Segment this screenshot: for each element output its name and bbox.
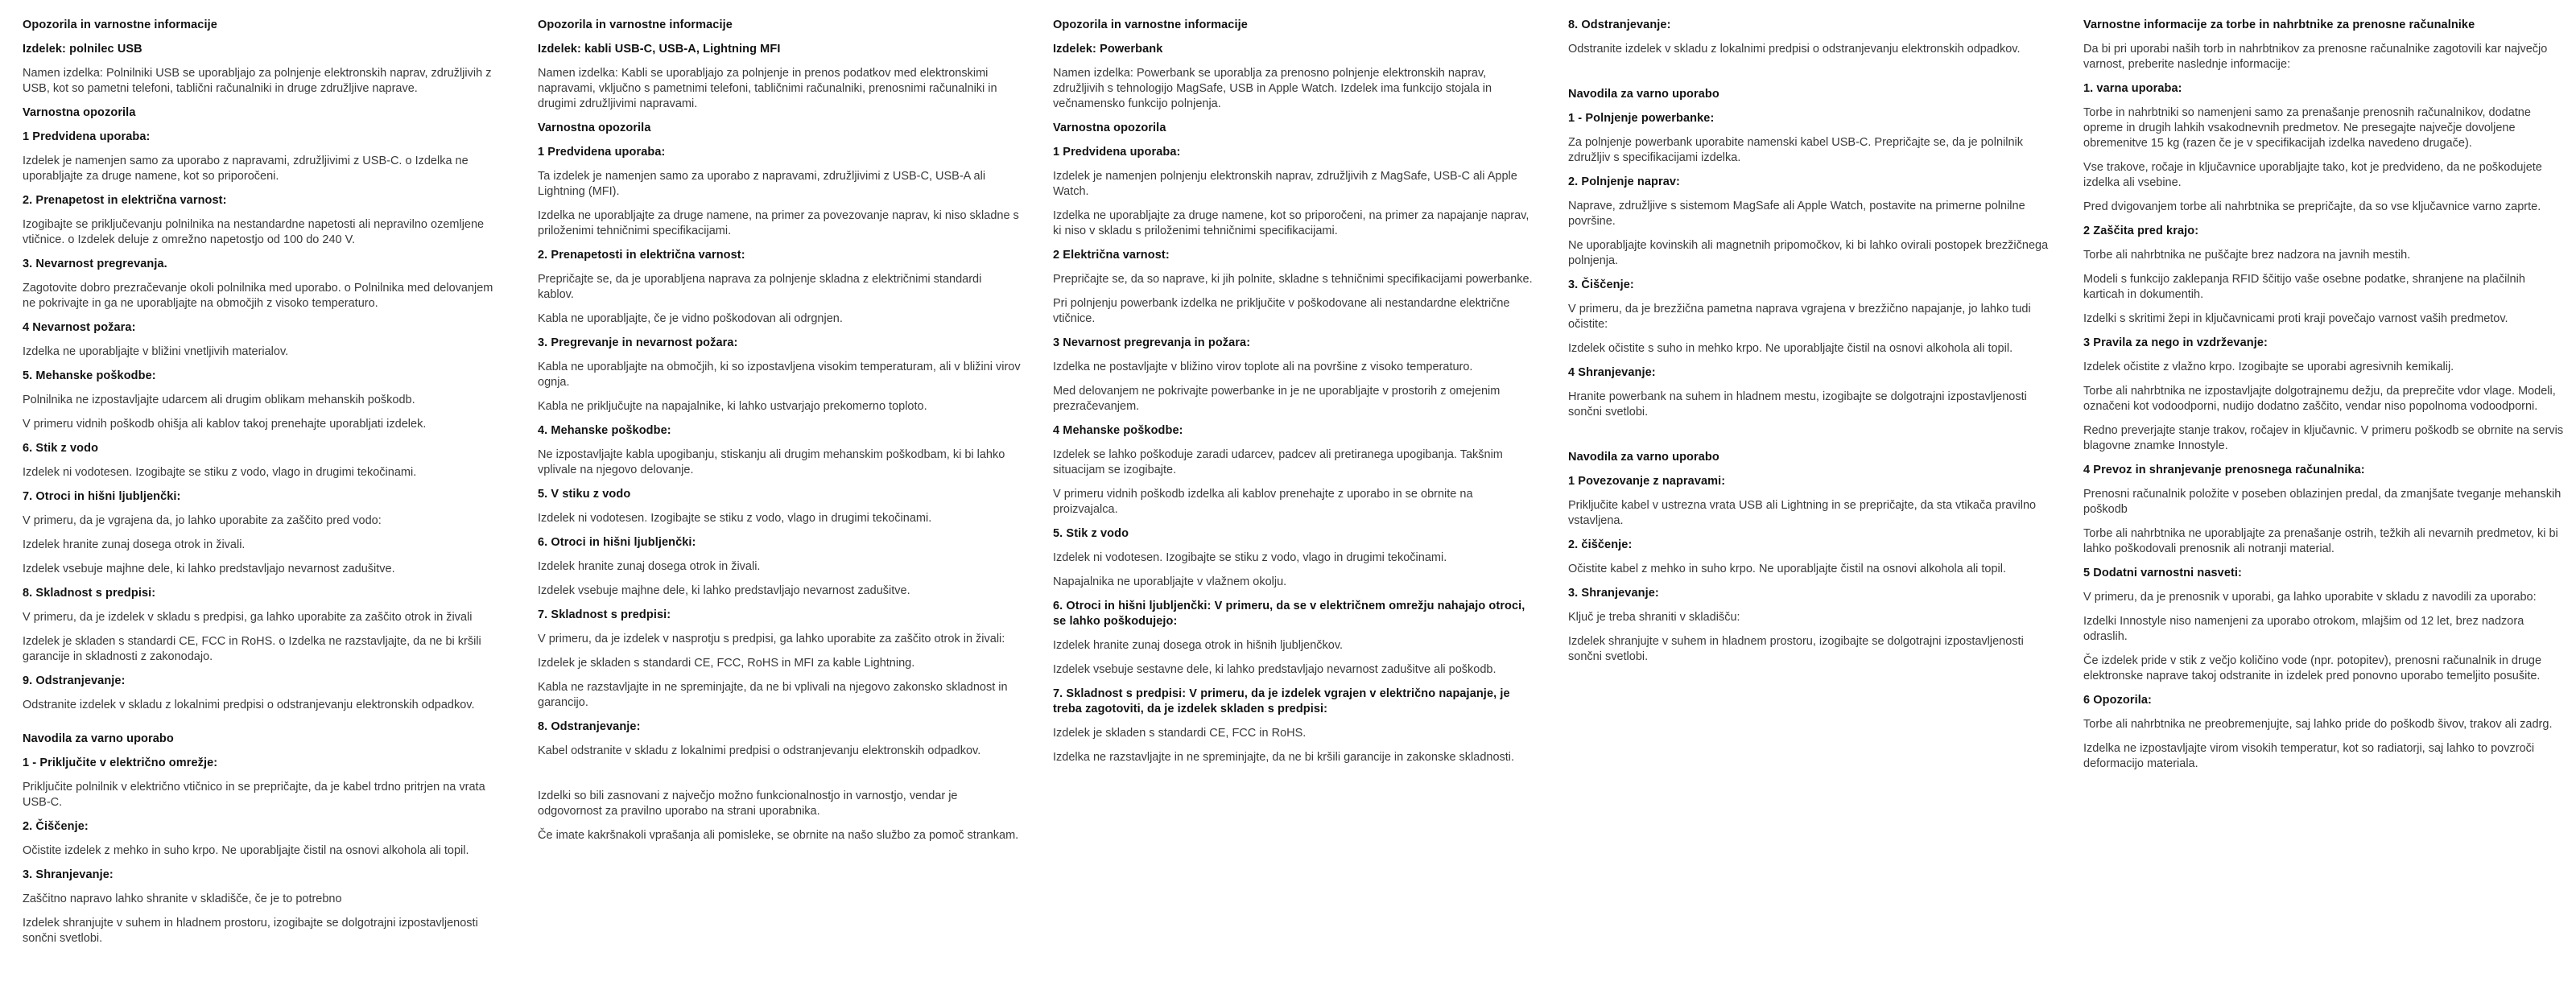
section-heading: Izdelek: kabli USB-C, USB-A, Lightning MFI — [538, 43, 781, 56]
paragraph: Napajalnika ne uporabljajte v vlažnem okolju. — [1053, 575, 1287, 588]
section-heading: 3. Pregrevanje in nevarnost požara: — [538, 336, 738, 349]
section-heading: 4 Shranjevanje: — [1568, 366, 1656, 379]
paragraph: Očistite kabel z mehko in suho krpo. Ne uporabljajte čistil na osnovi alkohola ali topil. — [1568, 563, 2007, 575]
section-heading: 5. V stiku z vodo — [538, 488, 631, 501]
paragraph: Izdelek je skladen s standardi CE, FCC in RoHS. o Izdelka ne razstavljajte, da ne bi kršili garancije in skladnosti z zakonodajo. — [23, 635, 481, 663]
section-heading: 2. Prenapetosti in električna varnost: — [538, 249, 745, 262]
paragraph: Hranite powerbank na suhem in hladnem mestu, izogibajte se dolgotrajni izpostavljenosti sončni svetlobi. — [1568, 390, 2027, 418]
paragraph: Da bi pri uporabi naših torb in nahrbtnikov za prenosne računalnike zagotovili kar največjo varnost, preberite naslednje informacije: — [2083, 43, 2548, 71]
paragraph: Izdelek očistite s suho in mehko krpo. Ne uporabljajte čistil na osnovi alkohola ali topil. — [1568, 342, 2013, 355]
spacer — [538, 768, 1021, 789]
section-heading: 9. Odstranjevanje: — [23, 674, 126, 687]
paragraph: Namen izdelka: Polnilniki USB se uporabljajo za polnjenje elektronskih naprav, združljivih z USB, kot so pametni telefoni, tablični računalniki in druge združljive naprave. — [23, 67, 492, 95]
paragraph: Torbe ali nahrbtnika ne izpostavljajte dolgotrajnemu dežju, da preprečite vdor vlage. Modeli, označeni kot vodoodporni, nudijo dodatno zaščito, vendar niso popolnoma vodoodporni. — [2083, 385, 2556, 413]
paragraph: Izdelek shranjujte v suhem in hladnem prostoru, izogibajte se dolgotrajni izpostavljenosti sončni svetlobi. — [1568, 635, 2024, 663]
column-2-usb-cables — [538, 18, 1021, 955]
section-heading: Izdelek: Powerbank — [1053, 43, 1163, 56]
paragraph: Izdelki so bili zasnovani z največjo možno funkcionalnostjo in varnostjo, vendar je odgovornost za pravilno uporabo na strani uporabnika. — [538, 790, 958, 818]
paragraph: Izdelek vsebuje majhne dele, ki lahko predstavljajo nevarnost zadušitve. — [538, 584, 910, 597]
paragraph: Kabla ne priključujte na napajalnike, ki lahko ustvarjajo prekomerno toploto. — [538, 400, 927, 413]
column-3-powerbank — [1053, 18, 1536, 955]
paragraph: Odstranite izdelek v skladu z lokalnimi predpisi o odstranjevanju elektronskih odpadkov. — [1568, 43, 2021, 56]
paragraph: Izogibajte se priključevanju polnilnika na nestandardne napetosti ali nepravilno ozemljene vtičnice. o Izdelek deluje z omrežno napetostjo od 100 do 240 V. — [23, 218, 485, 246]
paragraph: Naprave, združljive s sistemom MagSafe ali Apple Watch, postavite na primerne polnilne površine. — [1568, 200, 2025, 228]
section-heading: Varnostna opozorila — [23, 106, 136, 119]
section-heading: Varnostna opozorila — [1053, 122, 1166, 134]
paragraph: Ne uporabljajte kovinskih ali magnetnih pripomočkov, ki bi lahko ovirali postopek brezžičnega polnjenja. — [1568, 239, 2049, 267]
paragraph: Izdelki s skritimi žepi in ključavnicami proti kraji povečajo varnost vaših predmetov. — [2083, 312, 2508, 325]
paragraph: Torbe ali nahrbtnika ne uporabljajte za prenašanje ostrih, težkih ali nevarnih predmetov, ki bi lahko poškodovali prenosnik ali notranji material. — [2083, 527, 2558, 555]
section-heading: 3. Shranjevanje: — [1568, 587, 1659, 600]
paragraph: Izdelka ne uporabljajte za druge namene, na primer za povezovanje naprav, ki niso skladne s priloženimi tehničnimi specifikacijami. — [538, 209, 1019, 237]
paragraph: Izdelek hranite zunaj dosega otrok in hišnih ljubljenčkov. — [1053, 639, 1344, 652]
paragraph: Kabla ne uporabljajte na območjih, ki so izpostavljena visokim temperaturam, ali v bližini virov ognja. — [538, 361, 1021, 389]
paragraph: Med delovanjem ne pokrivajte powerbanke in je ne uporabljajte v prostorih z omejenim prezračevanjem. — [1053, 385, 1501, 413]
section-heading: Navodila za varno uporabo — [1568, 88, 1719, 101]
paragraph: V primeru, da je izdelek v skladu s predpisi, ga lahko uporabite za zaščito otrok in živali — [23, 611, 473, 624]
section-heading: 1 Predvidena uporaba: — [538, 146, 666, 159]
section-heading: Navodila za varno uporabo — [1568, 451, 1719, 464]
section-heading: Opozorila in varnostne informacije — [23, 19, 217, 31]
paragraph: Izdelka ne postavljajte v bližino virov toplote ali na površine z visoko temperaturo. — [1053, 361, 1473, 373]
section-heading: 2. čiščenje: — [1568, 538, 1633, 551]
paragraph: V primeru, da je izdelek v nasprotju s predpisi, ga lahko uporabite za zaščito otrok in živali: — [538, 633, 1005, 645]
paragraph: Kabla ne razstavljajte in ne spreminjajte, da ne bi vplivali na njegovo zakonsko skladnost in garancijo. — [538, 681, 1008, 709]
paragraph: Izdelek se lahko poškoduje zaradi udarcev, padcev ali pretiranega upogibanja. Takšnim situacijam se izogibajte. — [1053, 448, 1503, 476]
paragraph: Izdelek je skladen s standardi CE, FCC in RoHS. — [1053, 727, 1307, 740]
paragraph: Izdelek ni vodotesen. Izogibajte se stiku z vodo, vlago in drugimi tekočinami. — [538, 512, 932, 525]
paragraph: Očistite izdelek z mehko in suho krpo. Ne uporabljajte čistil na osnovi alkohola ali topil. — [23, 844, 469, 857]
paragraph: Zagotovite dobro prezračevanje okoli polnilnika med uporabo. o Polnilnika med delovanjem ne pokrivajte in ga ne uporabljajte na območjih z visoko temperaturo. — [23, 282, 493, 310]
section-heading: 5 Dodatni varnostni nasveti: — [2083, 567, 2242, 579]
paragraph: Ne izpostavljajte kabla upogibanju, stiskanju ali drugim mehanskim poškodbam, ki bi lahko vplivale na njegovo delovanje. — [538, 448, 1005, 476]
paragraph: Izdelek hranite zunaj dosega otrok in živali. — [538, 560, 761, 573]
section-heading: 3 Pravila za nego in vzdrževanje: — [2083, 336, 2268, 349]
section-heading: 8. Skladnost s predpisi: — [23, 587, 156, 600]
spacer — [1568, 429, 2051, 450]
section-heading: 2. Polnjenje naprav: — [1568, 175, 1680, 188]
section-heading: 2. Prenapetost in električna varnost: — [23, 194, 227, 207]
paragraph: V primeru vidnih poškodb izdelka ali kablov prenehajte z uporabo in se obrnite na proizvajalca. — [1053, 488, 1473, 516]
section-heading: 3. Shranjevanje: — [23, 868, 114, 881]
paragraph: Za polnjenje powerbank uporabite namenski kabel USB-C. Prepričajte se, da je polnilnik združljiv s specifikacijami izdelka. — [1568, 136, 2024, 164]
section-heading: 4. Mehanske poškodbe: — [538, 424, 671, 437]
section-heading: 8. Odstranjevanje: — [1568, 19, 1671, 31]
section-heading: 3 Nevarnost pregrevanja in požara: — [1053, 336, 1251, 349]
paragraph: Izdelki Innostyle niso namenjeni za uporabo otrokom, mlajšim od 12 let, brez nadzora odraslih. — [2083, 615, 2524, 643]
section-heading: Navodila za varno uporabo — [23, 732, 174, 745]
section-heading: 7. Skladnost s predpisi: V primeru, da je izdelek vgrajen v električno napajanje, je treba zagotoviti, da je izdelek skladen s predpisi: — [1053, 687, 1510, 715]
section-heading: 1 - Polnjenje powerbanke: — [1568, 112, 1715, 125]
section-heading: 4 Prevoz in shranjevanje prenosnega računalnika: — [2083, 464, 2365, 476]
paragraph: Pred dvigovanjem torbe ali nahrbtnika se prepričajte, da so vse ključavnice varno zaprte. — [2083, 200, 2541, 213]
section-heading: Varnostne informacije za torbe in nahrbtnike za prenosne računalnike — [2083, 19, 2475, 31]
paragraph: Ključ je treba shraniti v skladišču: — [1568, 611, 1740, 624]
paragraph: Izdelek vsebuje majhne dele, ki lahko predstavljajo nevarnost zadušitve. — [23, 563, 395, 575]
column-1-usb-charger — [23, 18, 506, 955]
paragraph: Torbe ali nahrbtnika ne puščajte brez nadzora na javnih mestih. — [2083, 249, 2411, 262]
column-5-laptop-bags — [2083, 18, 2566, 955]
paragraph: Izdelek shranjujte v suhem in hladnem prostoru, izogibajte se dolgotrajni izpostavljenosti sončni svetlobi. — [23, 917, 478, 945]
paragraph: Izdelek vsebuje sestavne dele, ki lahko predstavljajo nevarnost zadušitve ali poškodb. — [1053, 663, 1496, 676]
paragraph: Izdelek ni vodotesen. Izogibajte se stiku z vodo, vlago in drugimi tekočinami. — [1053, 551, 1447, 564]
paragraph: Prepričajte se, da so naprave, ki jih polnite, skladne s tehničnimi specifikacijami powerbanke. — [1053, 273, 1533, 286]
paragraph: Torbe in nahrbtniki so namenjeni samo za prenašanje prenosnih računalnikov, dodatne opreme in drugih lahkih vsakodnevnih predmetov. Ne presegajte največje dovoljene obremenitve 15 kg (razen če je v specifikacijah izdelka navedeno drugače). — [2083, 106, 2531, 150]
section-heading: Izdelek: polnilec USB — [23, 43, 142, 56]
section-heading: 1 Predvidena uporaba: — [1053, 146, 1181, 159]
paragraph: Če izdelek pride v stik z večjo količino vode (npr. potopitev), prenosni računalnik in druge elektronske naprave takoj odstranite in izdelek pred ponovno uporabo temeljito posušite. — [2083, 654, 2542, 682]
section-heading: 2 Električna varnost: — [1053, 249, 1170, 262]
section-heading: 6 Opozorila: — [2083, 694, 2152, 707]
section-heading: 5. Stik z vodo — [1053, 527, 1129, 540]
spacer — [1568, 66, 2051, 87]
paragraph: Izdelka ne uporabljajte v bližini vnetljivih materialov. — [23, 345, 289, 358]
section-heading: 4 Mehanske poškodbe: — [1053, 424, 1183, 437]
section-heading: 1 Povezovanje z napravami: — [1568, 475, 1726, 488]
paragraph: Ta izdelek je namenjen samo za uporabo z napravami, združljivimi z USB-C, USB-A ali Lightning (MFI). — [538, 170, 986, 198]
spacer — [23, 722, 506, 732]
paragraph: Izdelek očistite z vlažno krpo. Izogibajte se uporabi agresivnih kemikalij. — [2083, 361, 2454, 373]
paragraph: V primeru, da je vgrajena da, jo lahko uporabite za zaščito pred vodo: — [23, 514, 382, 527]
paragraph: V primeru, da je prenosnik v uporabi, ga lahko uporabite v skladu z navodili za uporabo: — [2083, 591, 2537, 604]
section-heading: 7. Skladnost s predpisi: — [538, 608, 671, 621]
paragraph: Priključite kabel v ustrezna vrata USB ali Lightning in se prepričajte, da sta vtikača pravilno vstavljena. — [1568, 499, 2037, 527]
paragraph: Izdelka ne izpostavljajte virom visokih temperatur, kot so radiatorji, saj lahko to povzroči deformacijo materiala. — [2083, 742, 2535, 770]
section-heading: 1 - Priključite v električno omrežje: — [23, 757, 218, 769]
section-heading: 3. Nevarnost pregrevanja. — [23, 258, 167, 270]
paragraph: Izdelek je namenjen samo za uporabo z napravami, združljivimi z USB-C. o Izdelka ne uporabljajte za druge namene, kot so priporočeni. — [23, 155, 469, 183]
paragraph: Vse trakove, ročaje in ključavnice uporabljajte tako, kot je predvideno, da ne poškodujete izdelka ali vsebine. — [2083, 161, 2542, 189]
paragraph: Polnilnika ne izpostavljajte udarcem ali drugim oblikam mehanskih poškodb. — [23, 394, 415, 406]
section-heading: Opozorila in varnostne informacije — [538, 19, 733, 31]
paragraph: V primeru, da je brezžična pametna naprava vgrajena v brezžično napajanje, jo lahko tudi očistite: — [1568, 303, 2031, 331]
paragraph: Modeli s funkcijo zaklepanja RFID ščitijo vaše osebne podatke, shranjene na plačilnih karticah in dokumentih. — [2083, 273, 2525, 301]
paragraph: V primeru vidnih poškodb ohišja ali kablov takoj prenehajte uporabljati izdelek. — [23, 418, 427, 431]
paragraph: Prenosni računalnik položite v poseben oblazinjen predal, da zmanjšate tveganje mehanskih poškodb — [2083, 488, 2562, 516]
section-heading: 6. Stik z vodo — [23, 442, 99, 455]
paragraph: Torbe ali nahrbtnika ne preobremenjujte, saj lahko pride do poškodb šivov, trakov ali zadrg. — [2083, 718, 2553, 731]
column-4-powerbank-instructions — [1568, 18, 2051, 955]
paragraph: Zaščitno napravo lahko shranite v skladišče, če je to potrebno — [23, 893, 342, 905]
section-heading: 6. Otroci in hišni ljubljenčki: — [538, 536, 696, 549]
section-heading: 7. Otroci in hišni ljubljenčki: — [23, 490, 181, 503]
paragraph: Kabla ne uporabljajte, če je vidno poškodovan ali odrgnjen. — [538, 312, 843, 325]
paragraph: Izdelek je namenjen polnjenju elektronskih naprav, združljivih z MagSafe, USB-C ali Apple Watch. — [1053, 170, 1517, 198]
section-heading: 5. Mehanske poškodbe: — [23, 369, 156, 382]
section-heading: 4 Nevarnost požara: — [23, 321, 136, 334]
paragraph: Če imate kakršnakoli vprašanja ali pomisleke, se obrnite na našo službo za pomoč strankam. — [538, 829, 1019, 842]
paragraph: Izdelka ne razstavljajte in ne spreminjajte, da ne bi kršili garancije in zakonske skladnosti. — [1053, 751, 1515, 764]
section-heading: 1. varna uporaba: — [2083, 82, 2182, 95]
section-heading: 3. Čiščenje: — [1568, 278, 1634, 291]
paragraph: Izdelka ne uporabljajte za druge namene, kot so priporočeni, na primer za napajanje naprav, ki niso v skladu s priloženimi tehničnimi specifikacijami. — [1053, 209, 1530, 237]
paragraph: Izdelek ni vodotesen. Izogibajte se stiku z vodo, vlago in drugimi tekočinami. — [23, 466, 417, 479]
paragraph: Izdelek hranite zunaj dosega otrok in živali. — [23, 538, 246, 551]
section-heading: 8. Odstranjevanje: — [538, 720, 641, 733]
paragraph: Izdelek je skladen s standardi CE, FCC, RoHS in MFI za kable Lightning. — [538, 657, 915, 670]
paragraph: Namen izdelka: Powerbank se uporablja za prenosno polnjenje elektronskih naprav, združljivih s tehnologijo MagSafe, USB in Apple Watch. Izdelek ima funkcijo stojala in večnamensko funkcijo polnjenja. — [1053, 67, 1492, 110]
paragraph: Priključite polnilnik v električno vtičnico in se prepričajte, da je kabel trdno pritrjen na vrata USB-C. — [23, 781, 485, 809]
paragraph: Kabel odstranite v skladu z lokalnimi predpisi o odstranjevanju elektronskih odpadkov. — [538, 744, 981, 757]
paragraph: Pri polnjenju powerbank izdelka ne priključite v poškodovane ali nestandardne električne vtičnice. — [1053, 297, 1510, 325]
paragraph: Odstranite izdelek v skladu z lokalnimi predpisi o odstranjevanju elektronskih odpadkov. — [23, 699, 475, 711]
paragraph: Namen izdelka: Kabli se uporabljajo za polnjenje in prenos podatkov med elektronskimi napravami, vključno s pametnimi telefoni, tabličnimi računalniki, prenosnimi računalniki in drugimi združljivimi napravami. — [538, 67, 997, 110]
section-heading: 6. Otroci in hišni ljubljenčki: V primeru, da se v električnem omrežju nahajajo otroci, se lahko poškodujejo: — [1053, 600, 1525, 628]
section-heading: 2 Zaščita pred krajo: — [2083, 225, 2199, 237]
paragraph: Prepričajte se, da je uporabljena naprava za polnjenje skladna z električnimi standardi kablov. — [538, 273, 982, 301]
section-heading: Varnostna opozorila — [538, 122, 651, 134]
section-heading: 1 Predvidena uporaba: — [23, 130, 151, 143]
paragraph: Redno preverjajte stanje trakov, ročajev in ključavnic. V primeru poškodb se obrnite na servis blagovne znamke Innostyle. — [2083, 424, 2564, 452]
section-heading: Opozorila in varnostne informacije — [1053, 19, 1248, 31]
section-heading: 2. Čiščenje: — [23, 820, 89, 833]
